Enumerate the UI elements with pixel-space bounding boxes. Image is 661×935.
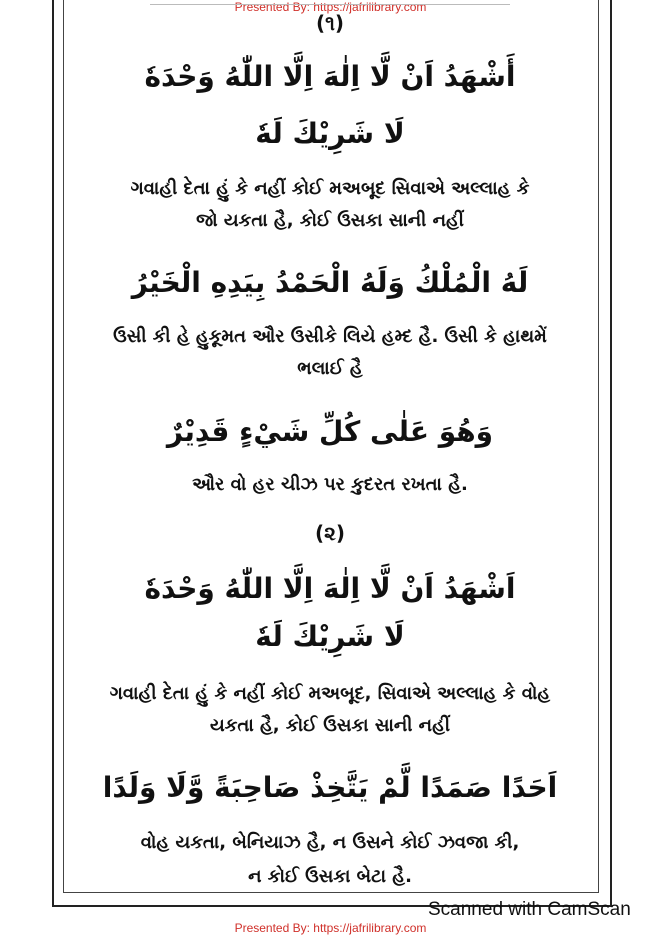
arabic-line-3: وَهُوَ عَلٰى كُلِّ شَيْءٍ قَدِيْرٌ [166,415,494,448]
arabic-line-4a: اَشْهَدُ اَنْ لَّا اِلٰهَ اِلَّا اللّٰهُ وَحْدَهٗ [144,572,516,605]
gujarati-line-5-1: વોહ યકતા, બેનિયાઝ હૈ, ન ઉસને કોઈ ઝવજા કી, [140,832,520,853]
gujarati-line-5-2: ન કોઈ ઉસકા બેટા હૈ. [248,866,412,887]
watermark-bottom: Presented By: https://jafrilibrary.com [234,921,427,935]
arabic-line-1b: لَا شَرِيْكَ لَهٗ [255,117,405,150]
arabic-line-5: اَحَدًا صَمَدًا لَّمْ يَتَّخِذْ صَاحِبَةً وَّلَا وَلَدًا [102,771,558,804]
gujarati-line-1-1: ગવાહી દેતા હું કે નહીં કોઈ મઅબૂદ સિવાએ અલ્લાહ કે [130,178,530,199]
gujarati-line-4-2: યકતા હૈ, કોઈ ઉસકા સાની નહીં [209,715,451,736]
gujarati-line-4-1: ગવાહી દેતા હું કે નહીં કોઈ મઅબૂદ, સિવાએ અલ્લાહ કે વોહ [109,683,551,704]
gujarati-line-1-2: જો યકતા હૈ, કોઈ ઉસકા સાની નહીં [196,210,464,231]
arabic-line-1a: أَشْهَدُ اَنْ لَّا اِلٰهَ اِلَّا اللّٰهُ وَحْدَهٗ [144,60,516,93]
section-number-2: (૨) [314,521,346,545]
watermark-top: Presented By: https://jafrilibrary.com [234,0,427,14]
arabic-line-4b: لَا شَرِيْكَ لَهٗ [255,620,405,653]
gujarati-line-3-1: ઔર વો હર ચીઝ પર કુદરત રખતા હૈ. [192,474,468,495]
arabic-line-2: لَهُ الْمُلْكُ وَلَهُ الْحَمْدُ بِيَدِهِ الْخَيْرُ [131,266,529,299]
section-number-1: (૧) [315,11,345,35]
gujarati-line-2-2: ભલાઈ હૈ [297,358,363,379]
camscanner-watermark: Scanned with CamScan [428,899,631,920]
gujarati-line-2-1: ઉસી કી હે હુકૂમત ઔર ઉસીકે લિયે હમ્દ હૈ. ઉસી કે હાથમેં [113,326,547,347]
